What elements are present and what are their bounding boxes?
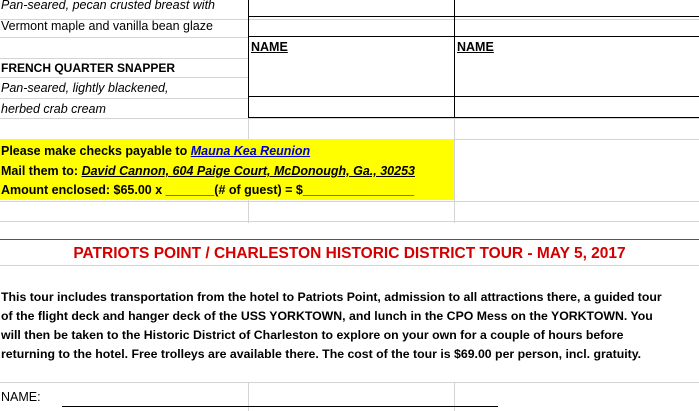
table-border <box>248 0 249 118</box>
tour-description-line: returning to the hotel. Free trolleys are available there. The cost of the tour is $69.00 per person, incl. gratuity. <box>1 347 642 361</box>
gridline <box>0 37 248 38</box>
gridline <box>0 77 248 78</box>
table-border <box>248 117 699 118</box>
table-border <box>248 36 699 37</box>
table-border <box>248 96 699 97</box>
gridline <box>454 118 455 223</box>
name-column-header: NAME <box>251 40 288 54</box>
payee-name: Mauna Kea Reunion <box>190 144 311 158</box>
menu-item-description: herbed crab cream <box>1 102 106 116</box>
tour-description-line: This tour includes transportation from the hotel to Patriots Point, admission to all attractions there, a guided tour <box>1 290 662 304</box>
tour-description-line: will then be taken to the Historic District of Charleston to explore on your own for a couple of hours before <box>1 328 624 342</box>
name-column-header: NAME <box>457 40 494 54</box>
gridline <box>0 221 699 222</box>
menu-item-title: FRENCH QUARTER SNAPPER <box>1 61 176 75</box>
tour-description-line: of the flight deck and hanger deck of the USS YORKTOWN, and lunch in the CPO Mess on the YORKTOWN. You <box>1 309 653 323</box>
mail-to-line <box>1 162 415 180</box>
gridline <box>0 382 699 383</box>
name-label: NAME: <box>1 390 41 404</box>
menu-item-description: Pan-seared, lightly blackened, <box>1 81 169 95</box>
name-signature-line[interactable] <box>62 406 498 407</box>
checks-prefix: Please make checks payable to <box>1 144 191 158</box>
amount-enclosed-line: Amount enclosed: $65.00 x _______(# of guest) = $________________ <box>1 183 415 197</box>
checks-payable-line <box>1 142 310 160</box>
table-border <box>248 16 699 17</box>
mail-prefix: Mail them to: <box>1 164 82 178</box>
gridline <box>0 201 699 202</box>
tour-title: PATRIOTS POINT / CHARLESTON HISTORIC DISTRICT TOUR - MAY 5, 2017 <box>73 245 626 262</box>
section-divider <box>0 239 699 240</box>
menu-item-description: Pan-seared, pecan crusted breast with <box>1 0 216 12</box>
gridline <box>0 98 248 99</box>
menu-item-description: Vermont maple and vanilla bean glaze <box>1 19 213 33</box>
gridline <box>0 265 699 266</box>
table-border <box>454 0 455 118</box>
gridline <box>0 118 699 119</box>
mail-address: David Cannon, 604 Paige Court, McDonough, Ga., 30253 <box>81 164 415 178</box>
